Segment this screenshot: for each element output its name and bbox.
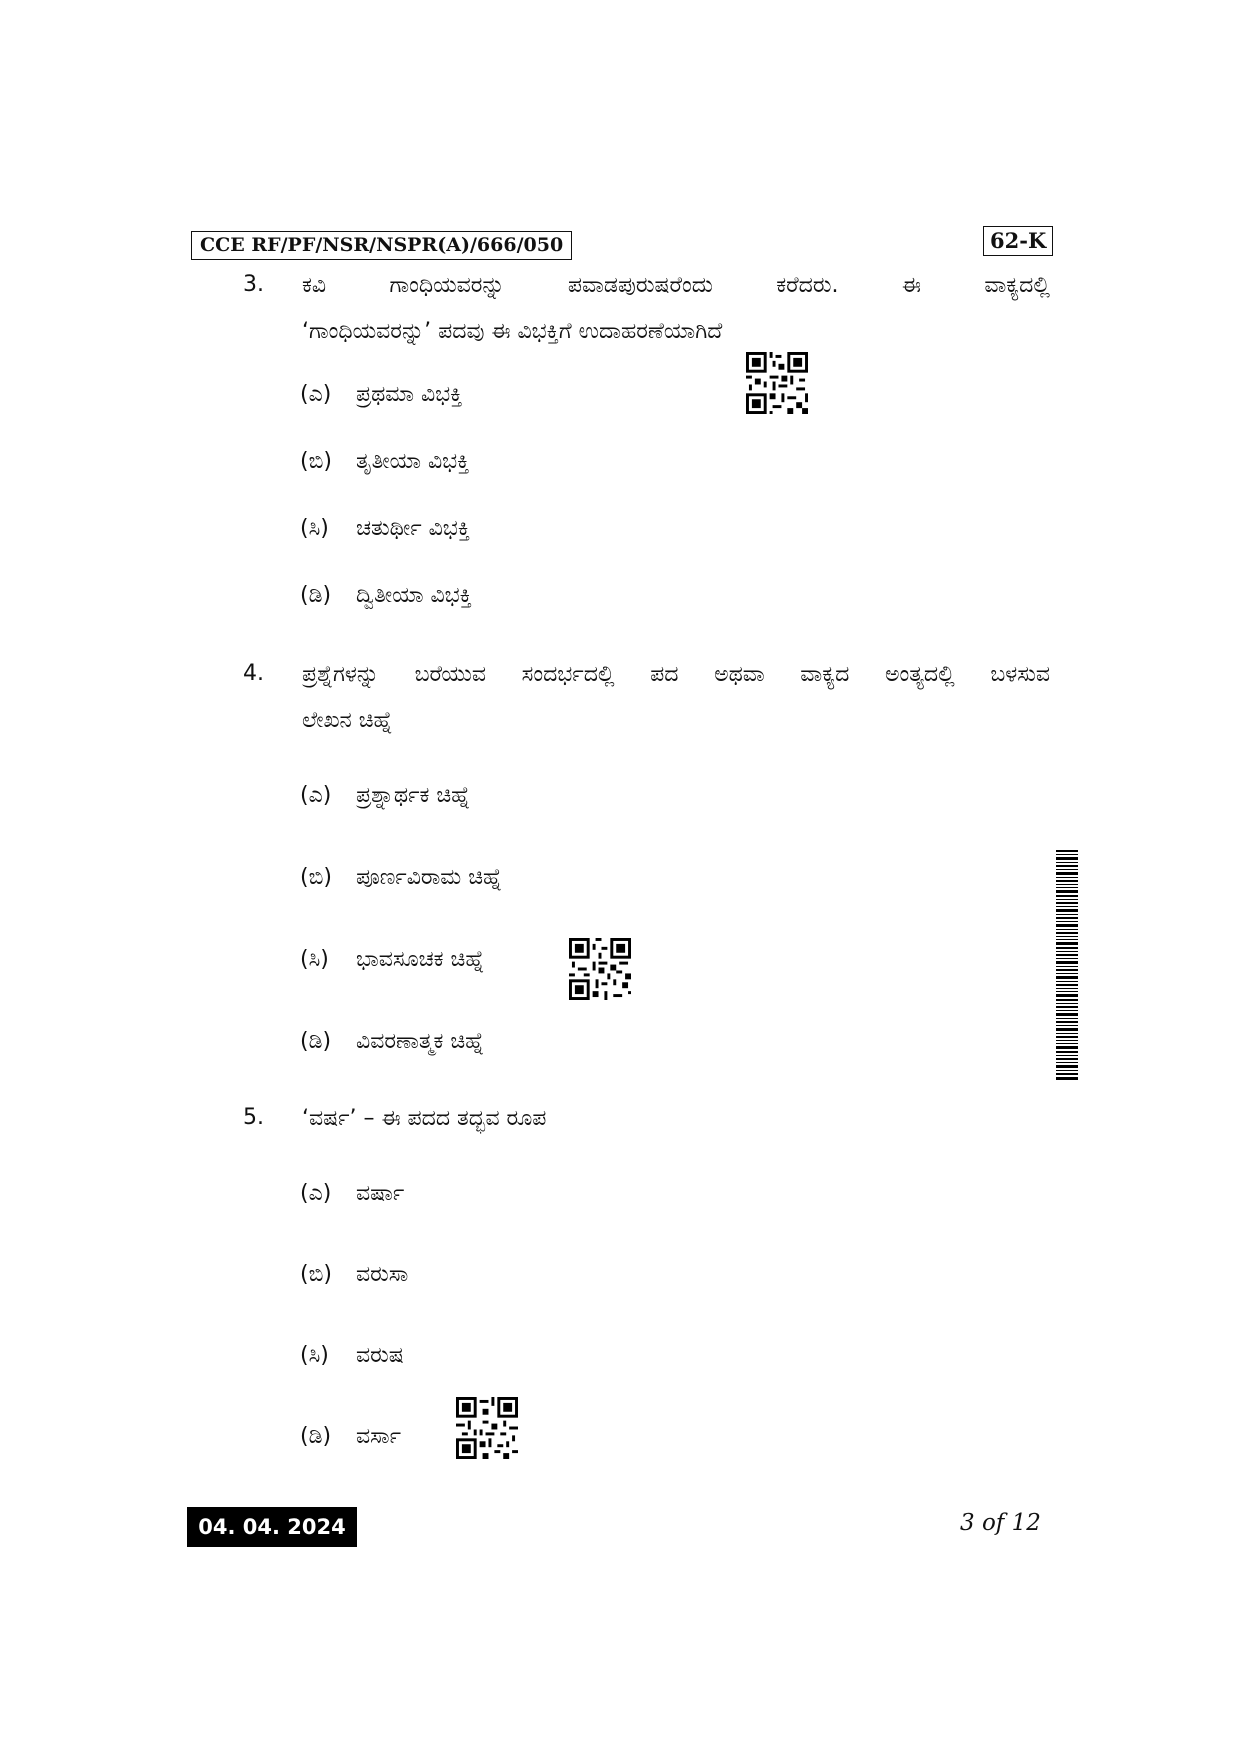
option-b bbox=[300, 449, 469, 474]
option-label: (ಡಿ) bbox=[300, 1029, 332, 1054]
option-a bbox=[300, 1181, 404, 1206]
option-a bbox=[300, 382, 462, 407]
option-text: ಪ್ರಥಮಾ ವಿಭಕ್ತಿ bbox=[356, 382, 463, 407]
option-label: (ಬಿ) bbox=[300, 1262, 332, 1287]
option-label: (ಎ) bbox=[300, 1181, 332, 1206]
option-text: ವರುಷ bbox=[356, 1343, 404, 1368]
exam-date-badge: 04. 04. 2024 bbox=[187, 1507, 357, 1547]
option-text: ವರುಸಾ bbox=[356, 1262, 409, 1287]
qr-code-icon bbox=[456, 1397, 518, 1459]
option-text: ವರ್ಷಾ bbox=[356, 1181, 405, 1206]
qr-code-graphic bbox=[456, 1397, 518, 1459]
question-text-line: ಲೇಖನ ಚಿಹ್ನೆ bbox=[302, 708, 393, 733]
option-text: ದ್ವಿತೀಯಾ ವಿಭಕ್ತಿ bbox=[356, 583, 472, 608]
question-text-line: ‘ಗಾಂಧಿಯವರನ್ನು’ ಪದವು ಈ ವಿಭಕ್ತಿಗೆ ಉದಾಹರಣೆಯಾಗಿದೆ bbox=[302, 319, 723, 344]
option-label: (ಬಿ) bbox=[300, 449, 332, 474]
option-label: (ಬಿ) bbox=[300, 865, 332, 890]
option-text: ಪ್ರಶ್ನಾರ್ಥಕ ಚಿಹ್ನೆ bbox=[356, 783, 471, 808]
option-c bbox=[300, 947, 484, 972]
option-b bbox=[300, 865, 502, 890]
paper-code: 62-K bbox=[983, 226, 1053, 256]
option-d bbox=[300, 583, 472, 608]
option-a bbox=[300, 783, 470, 808]
option-c bbox=[300, 516, 470, 541]
option-text: ತೃತೀಯಾ ವಿಭಕ್ತಿ bbox=[356, 449, 470, 474]
page-number: 3 of 12 bbox=[960, 1510, 1041, 1536]
option-label: (ಡಿ) bbox=[300, 583, 332, 608]
option-text: ವರ್ಸಾ bbox=[356, 1424, 401, 1449]
option-label: (ಸಿ) bbox=[300, 947, 329, 972]
option-text: ಪೂರ್ಣವಿರಾಮ ಚಿಹ್ನೆ bbox=[356, 865, 503, 890]
option-label: (ಸಿ) bbox=[300, 516, 329, 541]
option-text: ಭಾವಸೂಚಕ ಚಿಹ್ನೆ bbox=[356, 947, 485, 972]
option-b bbox=[300, 1262, 408, 1287]
option-label: (ಎ) bbox=[300, 783, 332, 808]
option-label: (ಡಿ) bbox=[300, 1424, 332, 1449]
option-text: ಚತುರ್ಥೀ ವಿಭಕ್ತಿ bbox=[356, 516, 471, 541]
option-label: (ಸಿ) bbox=[300, 1343, 329, 1368]
qr-code-icon bbox=[746, 352, 808, 414]
qr-code-graphic bbox=[569, 938, 631, 1000]
barcode-icon bbox=[1056, 850, 1078, 1080]
qr-code-graphic bbox=[746, 352, 808, 414]
option-c bbox=[300, 1343, 404, 1368]
question-text-line: ‘ವರ್ಷ’ – ಈ ಪದದ ತದ್ಭವ ರೂಪ bbox=[302, 1106, 547, 1131]
qr-code-icon bbox=[569, 938, 631, 1000]
option-d bbox=[300, 1424, 401, 1449]
option-text: ವಿವರಣಾತ್ಮಕ ಚಿಹ್ನೆ bbox=[356, 1029, 485, 1054]
barcode-graphic bbox=[1056, 850, 1078, 1080]
question-number: 3. bbox=[243, 272, 264, 297]
option-d bbox=[300, 1029, 484, 1054]
question-text-line: ಕವಿ ಗಾಂಧಿಯವರನ್ನು ಪವಾಡಪುರುಷರೆಂದು ಕರೆದರು. ಈ ವಾಕ್ಯದಲ್ಲಿ bbox=[302, 273, 1050, 298]
exam-code: CCE RF/PF/NSR/NSPR(A)/666/050 bbox=[191, 231, 572, 260]
question-number: 4. bbox=[243, 661, 264, 686]
question-text-line: ಪ್ರಶ್ನೆಗಳನ್ನು ಬರೆಯುವ ಸಂದರ್ಭದಲ್ಲಿ ಪದ ಅಥವಾ ವಾಕ್ಯದ ಅಂತ್ಯದಲ್ಲಿ ಬಳಸುವ bbox=[302, 662, 1050, 687]
option-label: (ಎ) bbox=[300, 382, 332, 407]
question-number: 5. bbox=[243, 1105, 264, 1130]
